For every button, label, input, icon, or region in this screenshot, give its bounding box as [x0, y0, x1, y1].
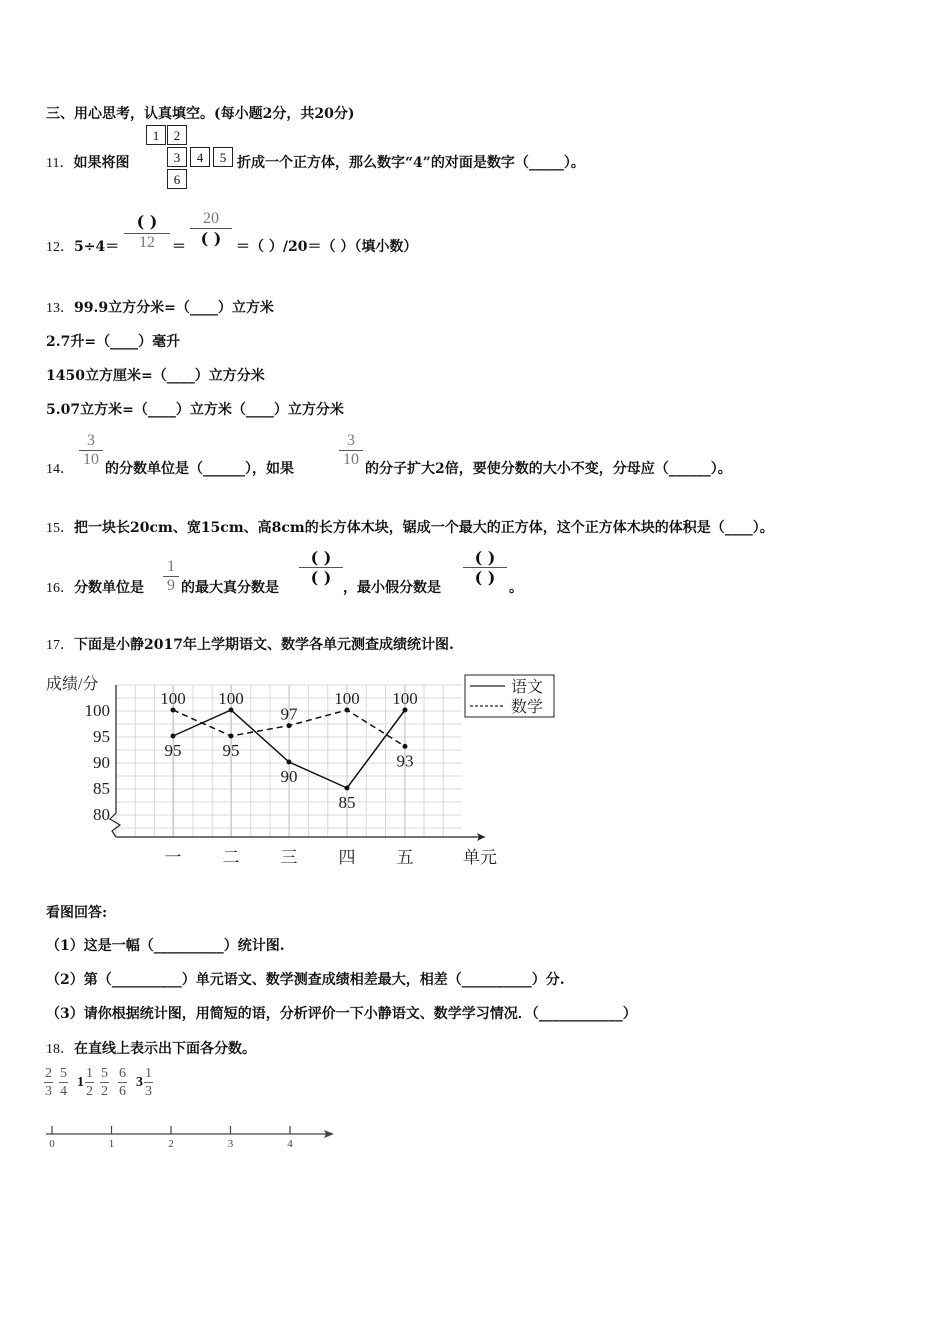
data-label: 100	[218, 689, 244, 708]
fraction-numerator: 1	[145, 1066, 152, 1081]
q14-text-1: 的分数单位是（______），如果	[105, 461, 294, 477]
axis-break-mark	[110, 813, 120, 837]
fraction-denominator: 2	[101, 1084, 108, 1099]
number-line	[40, 1122, 350, 1156]
question-number: 15．	[46, 521, 74, 536]
y-tick-label: 90	[93, 753, 110, 772]
fraction-denominator: 10	[83, 451, 99, 468]
fraction-numerator: 1	[86, 1066, 93, 1081]
fraction-denominator: 6	[119, 1084, 126, 1099]
q12-fraction-2	[190, 210, 232, 248]
question-number: 16．	[46, 581, 74, 596]
x-tick-label: 五	[396, 848, 414, 867]
q18-fraction	[44, 1066, 53, 1100]
data-label: 100	[334, 689, 360, 708]
q13-line-3: 1450立方厘米=（____）立方分米	[46, 368, 265, 384]
q18-fraction	[59, 1066, 68, 1100]
data-point	[345, 708, 350, 713]
fraction-numerator: 3	[339, 432, 363, 451]
q17-text: 下面是小静2017年上学期语文、数学各单元测查成绩统计图.	[74, 637, 454, 653]
y-axis-label: 成绩/分	[46, 676, 99, 693]
question-number: 12．	[46, 240, 74, 255]
fraction-denominator: 4	[60, 1084, 67, 1099]
question-number: 14．	[46, 462, 74, 477]
question-18	[46, 1038, 256, 1058]
q14-fraction-2	[339, 432, 363, 469]
y-tick-label: 95	[93, 727, 110, 746]
q18-fraction	[100, 1066, 109, 1100]
fraction-denominator: ( )	[474, 568, 496, 587]
fraction-whole: 3	[136, 1075, 143, 1090]
data-label: 85	[338, 793, 356, 812]
q13-line-4: 5.07立方米=（____）立方米（____）立方分米	[46, 402, 344, 418]
fraction-denominator: 12	[139, 234, 155, 251]
x-tick-label: 四	[338, 848, 356, 867]
q17-answer-label: 看图回答:	[46, 905, 108, 921]
question-number: 18．	[46, 1042, 74, 1057]
fraction-numerator: 5	[101, 1066, 108, 1081]
q15-text: 把一块长20cm、宽15cm、高8cm的长方体木块，锯成一个最大的正方体，这个正方体木块的体积是（____）。	[74, 520, 774, 536]
q11-suffix: 折成一个正方体，那么数字“4”的对面是数字（_____）。	[237, 155, 585, 171]
fraction-numerator: ( )	[124, 212, 170, 234]
fraction-numerator: 2	[45, 1066, 52, 1081]
q18-text: 在直线上表示出下面各分数。	[74, 1041, 256, 1057]
net-cell: 6	[167, 169, 187, 189]
data-label: 97	[280, 704, 298, 724]
fraction-denominator: ( )	[310, 568, 332, 587]
fraction-denominator: 3	[145, 1084, 152, 1099]
data-point	[229, 734, 234, 739]
number-line-tick-label: 2	[168, 1138, 174, 1150]
q12-fraction-1	[124, 212, 170, 252]
q11-prefix: 如果将图	[73, 155, 130, 171]
net-cell: 2	[167, 125, 187, 145]
data-label: 100	[160, 689, 186, 708]
fraction-numerator: 3	[79, 432, 103, 451]
data-point	[403, 708, 408, 713]
y-tick-label: 80	[93, 805, 110, 824]
q16-text-2: 的最大真分数是	[181, 580, 279, 596]
y-tick-label: 85	[93, 779, 110, 798]
q14-fraction-1	[79, 432, 103, 469]
q17-sub-2: （2）第（__________）单元语文、数学测查成绩相差最大，相差（__________）分.	[46, 972, 565, 988]
data-point	[229, 708, 234, 713]
score-line-chart	[40, 665, 544, 875]
q16-text-1: 分数单位是	[74, 580, 144, 596]
data-point	[171, 734, 176, 739]
fraction-numerator: ( )	[463, 548, 507, 568]
fraction-whole: 1	[77, 1075, 84, 1090]
q17-sub-1: （1）这是一幅（__________）统计图.	[46, 938, 285, 954]
q18-fraction	[77, 1066, 94, 1100]
fraction-denominator: 2	[86, 1084, 93, 1099]
legend-label: 数学	[511, 699, 544, 716]
q16-blank-fraction-2	[463, 548, 507, 587]
x-tick-label: 三	[280, 848, 298, 867]
fraction-numerator: 6	[119, 1066, 126, 1081]
q18-fraction	[136, 1066, 153, 1100]
x-axis-label: 单元	[463, 848, 497, 867]
q16-text-4: 。	[509, 580, 523, 596]
question-15	[46, 517, 774, 537]
net-cell: 3	[167, 147, 187, 167]
y-tick-label: 100	[84, 701, 110, 720]
data-label: 90	[280, 767, 298, 786]
data-label: 93	[396, 751, 414, 771]
fraction-numerator: 1	[163, 558, 179, 577]
fraction-denominator: ( )	[200, 229, 222, 248]
fraction-numerator: 5	[60, 1066, 67, 1081]
fraction-denominator: 10	[343, 451, 359, 468]
x-tick-label: 二	[222, 848, 240, 867]
q12-rest: ＝（ ）/20＝（ ）（填小数）	[236, 239, 418, 255]
data-point	[403, 744, 408, 749]
net-cell: 5	[213, 147, 233, 167]
data-label: 100	[392, 689, 418, 708]
data-label: 95	[222, 741, 240, 760]
number-line-tick-label: 1	[108, 1138, 115, 1150]
fraction-denominator: 3	[45, 1084, 52, 1099]
q13-line-1: 99.9立方分米=（____）立方米	[74, 300, 274, 316]
legend-label: 语文	[511, 679, 544, 696]
question-number: 11．	[46, 156, 74, 171]
number-line-tick-label: 3	[227, 1138, 234, 1150]
q18-fraction	[118, 1066, 127, 1100]
data-point	[171, 708, 176, 713]
fraction-denominator: 9	[167, 577, 175, 594]
q16-blank-fraction-1	[299, 548, 343, 587]
q16-text-3: ，最小假分数是	[343, 580, 441, 596]
q17-sub-3: （3）请你根据统计图，用简短的语，分析评价一下小静语文、数学学习情况．（____________）	[46, 1006, 637, 1022]
number-line-tick-label: 4	[287, 1138, 293, 1150]
net-cell: 4	[190, 147, 210, 167]
net-cell: 1	[146, 125, 166, 145]
data-point	[345, 786, 350, 791]
section-title: 三、用心思考，认真填空。(每小题2分，共20分)	[46, 106, 355, 122]
fraction-numerator: ( )	[299, 548, 343, 568]
question-number: 13．	[46, 301, 74, 316]
q14-text-2: 的分子扩大2倍，要使分数的大小不变，分母应（______）。	[365, 461, 732, 477]
q16-fraction-unit	[163, 558, 179, 595]
data-point	[287, 760, 292, 765]
question-17	[46, 634, 454, 654]
data-point	[287, 723, 292, 728]
number-line-tick-label: 0	[49, 1138, 55, 1150]
question-number: 17．	[46, 638, 74, 653]
q12-text-a: 5÷4＝	[74, 239, 120, 255]
x-tick-label: 一	[164, 848, 182, 867]
q12-eq: ＝	[172, 239, 186, 255]
q13-line-2: 2.7升=（____）毫升	[46, 334, 181, 350]
fraction-numerator: 20	[190, 210, 232, 229]
data-label: 95	[164, 741, 182, 760]
